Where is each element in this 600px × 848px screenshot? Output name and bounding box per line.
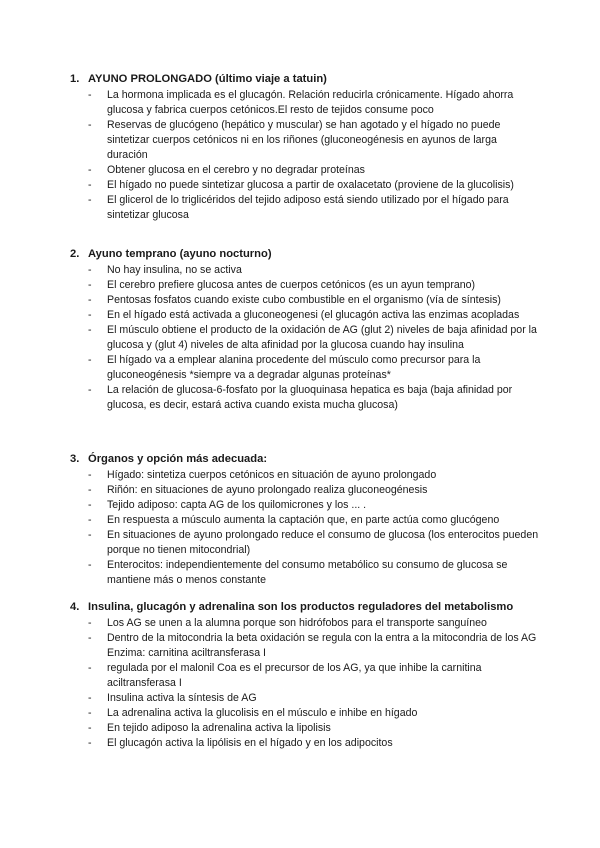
section-number: 4. bbox=[70, 601, 80, 613]
list-item: - La adrenalina activa la glucolisis en el músculo e inhibe en hígado bbox=[88, 706, 540, 721]
list-item: - Insulina activa la síntesis de AG bbox=[88, 691, 540, 706]
list-item: - El músculo obtiene el producto de la oxidación de AG (glut 2) niveles de baja afinidad por la glucosa y (glut 4) niveles de alta afinidad por la glucosa cuando hay insulina bbox=[88, 323, 540, 353]
list-item: - En respuesta a músculo aumenta la captación que, en parte actúa como glucógeno bbox=[88, 513, 540, 528]
list-item: - Los AG se unen a la alumna porque son hidrófobos para el transporte sanguíneo bbox=[88, 616, 540, 631]
list-item: - regulada por el malonil Coa es el precursor de los AG, ya que inhibe la carnitina aciltransferasa I bbox=[88, 661, 540, 691]
list-item: - El hígado no puede sintetizar glucosa a partir de oxalacetato (proviene de la glucolisis) bbox=[88, 178, 540, 193]
list-item: - El glicerol de lo triglicéridos del tejido adiposo está siendo utilizado por el hígado para sintetizar glucosa bbox=[88, 193, 540, 223]
section-heading bbox=[70, 451, 540, 467]
list-item: - Hígado: sintetiza cuerpos cetónicos en situación de ayuno prolongado bbox=[88, 468, 540, 483]
section-title: Órganos y opción más adecuada: bbox=[88, 453, 268, 465]
bullet-list bbox=[88, 468, 540, 588]
section-organos bbox=[70, 451, 540, 588]
list-item: - El hígado va a emplear alanina procedente del músculo como precursor para la gluconeogénesis *siempre va a degradar algunas proteínas* bbox=[88, 353, 540, 383]
section-heading bbox=[70, 246, 540, 262]
section-number: 1. bbox=[70, 73, 80, 85]
section-reguladores bbox=[70, 599, 540, 751]
list-item: - La hormona implicada es el glucagón. Relación reducirla crónicamente. Hígado ahorra glucosa y fabrica cuerpos cetónicos.El resto de tejidos consume poco bbox=[88, 88, 540, 118]
section-title: AYUNO PROLONGADO (último viaje a tatuin) bbox=[88, 73, 327, 85]
bullet-list bbox=[88, 616, 540, 751]
list-item: - Tejido adiposo: capta AG de los quilomicrones y los ... . bbox=[88, 498, 540, 513]
list-item: - Enterocitos: independientemente del consumo metabólico su consumo de glucosa se mantiene más o menos constante bbox=[88, 558, 540, 588]
list-item: - Riñón: en situaciones de ayuno prolongado realiza gluconeogénesis bbox=[88, 483, 540, 498]
list-item: - El cerebro prefiere glucosa antes de cuerpos cetónicos (es un ayun temprano) bbox=[88, 278, 540, 293]
section-number: 2. bbox=[70, 248, 80, 260]
list-item: - Pentosas fosfatos cuando existe cubo combustible en el organismo (vía de síntesis) bbox=[88, 293, 540, 308]
bullet-list bbox=[88, 88, 540, 223]
section-title: Ayuno temprano (ayuno nocturno) bbox=[88, 248, 272, 260]
section-number: 3. bbox=[70, 453, 80, 465]
section-heading bbox=[70, 71, 540, 87]
list-item: - Obtener glucosa en el cerebro y no degradar proteínas bbox=[88, 163, 540, 178]
list-item: - En el hígado está activada a gluconeogenesi (el glucagón activa las enzimas acopladas bbox=[88, 308, 540, 323]
list-item: - El glucagón activa la lipólisis en el hígado y en los adipocitos bbox=[88, 736, 540, 751]
list-item: - En tejido adiposo la adrenalina activa la lipolisis bbox=[88, 721, 540, 736]
list-item: - Reservas de glucógeno (hepático y muscular) se han agotado y el hígado no puede sintetizar cuerpos cetónicos ni en los riñones (gluconeogénesis en ayunos de larga duración bbox=[88, 118, 540, 163]
list-item: - La relación de glucosa-6-fosfato por la gluoquinasa hepatica es baja (baja afinidad por glucosa, es decir, estará activa cuando exista mucha glucosa) bbox=[88, 383, 540, 413]
section-title: Insulina, glucagón y adrenalina son los productos reguladores del metabolismo bbox=[88, 601, 514, 613]
section-heading bbox=[70, 599, 540, 615]
bullet-list bbox=[88, 263, 540, 413]
section-ayuno-temprano bbox=[70, 246, 540, 413]
list-item: - En situaciones de ayuno prolongado reduce el consumo de glucosa (los enterocitos pueden porque no tienen mitocondrial) bbox=[88, 528, 540, 558]
section-ayuno-prolongado bbox=[70, 71, 540, 223]
list-item: - Dentro de la mitocondria la beta oxidación se regula con la entra a la mitocondria de los AG Enzima: carnitina aciltransferasa I bbox=[88, 631, 540, 661]
list-item: - No hay insulina, no se activa bbox=[88, 263, 540, 278]
